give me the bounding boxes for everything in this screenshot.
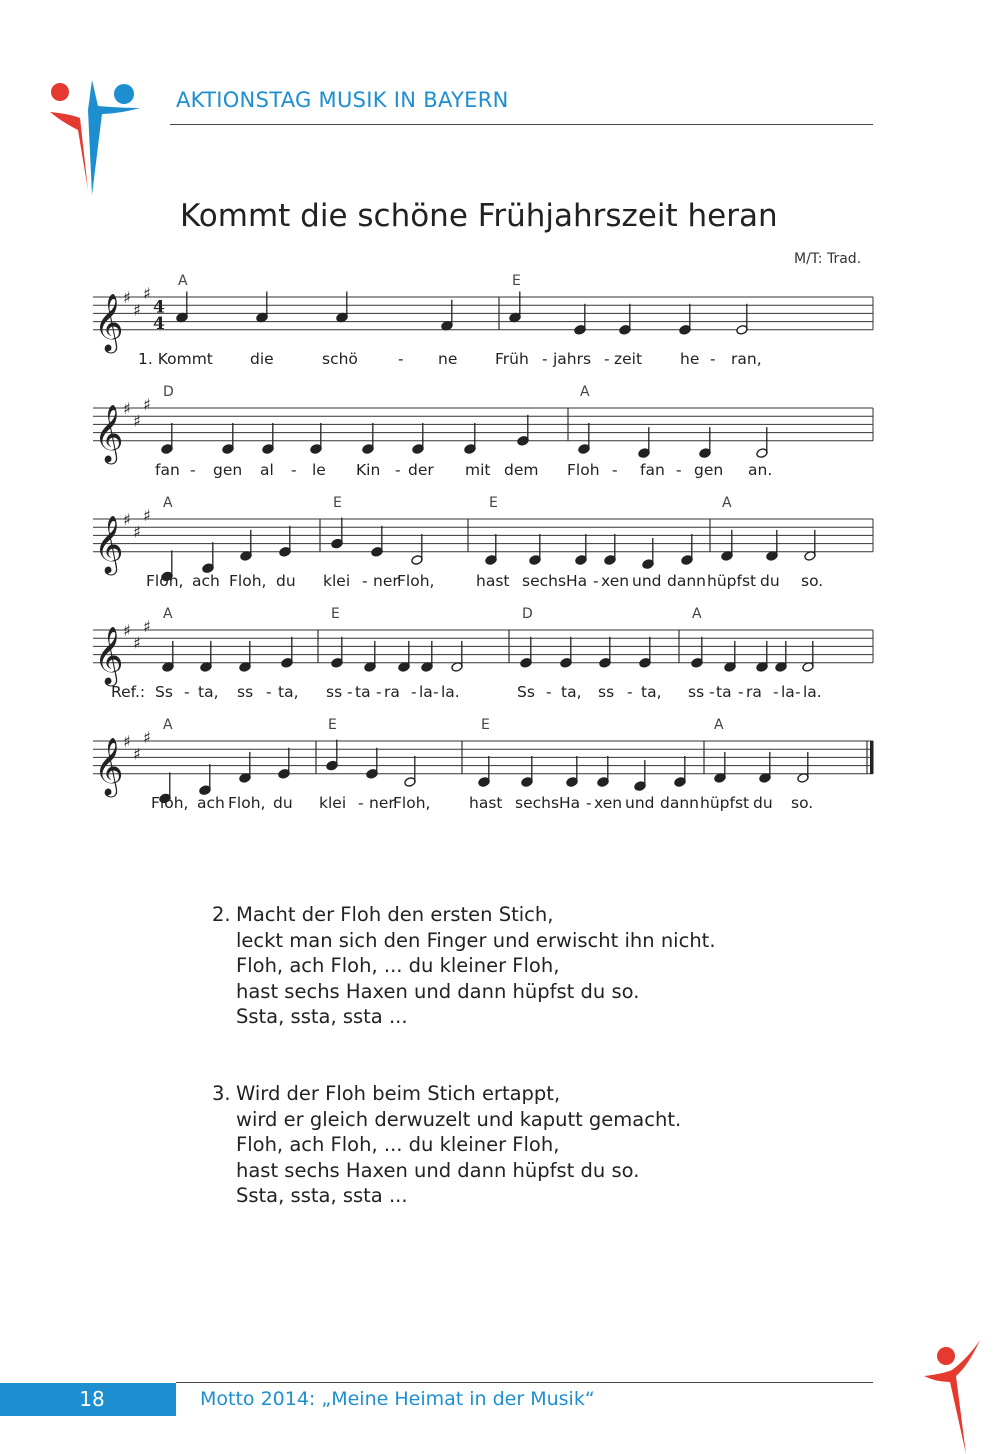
lyric-syllable: fan: [155, 460, 180, 479]
lyric-syllable: Ha: [559, 793, 581, 812]
sharp-icon: ♯: [123, 732, 131, 751]
lyric-syllable: al: [260, 460, 274, 479]
lyric-syllable: -: [586, 793, 592, 812]
lyric-syllable: du: [760, 571, 780, 590]
chord-symbol: A: [163, 495, 173, 511]
chord-symbol: A: [163, 606, 173, 622]
verse-line: Floh, ach Floh, ... du kleiner Floh,: [236, 1133, 560, 1157]
lyric-syllable: ta: [355, 682, 371, 701]
sharp-icon: ♯: [133, 300, 141, 320]
lyric-syllable: die: [250, 349, 274, 368]
lyric-syllable: sechs: [515, 793, 560, 812]
lyric-syllable: -: [266, 682, 272, 701]
lyric-syllable: gen: [694, 460, 724, 479]
lyric-syllable: klei: [319, 793, 347, 812]
lyric-syllable: hüpfst: [700, 793, 750, 812]
lyric-syllable: -: [546, 682, 552, 701]
lyric-syllable: -: [433, 682, 439, 701]
treble-clef-icon: 𝄞: [94, 514, 124, 573]
verse-2: [212, 902, 716, 1030]
chord-symbol: A: [692, 606, 702, 622]
lyric-syllable: -: [593, 571, 599, 590]
lyric-syllable: ner: [369, 793, 395, 812]
treble-clef-icon: 𝄞: [94, 403, 124, 462]
lyric-syllable: ta,: [561, 682, 582, 701]
lyric-syllable: -: [542, 349, 548, 368]
treble-clef-icon: 𝄞: [94, 292, 124, 351]
lyric-syllable: so.: [801, 571, 824, 590]
lyric-syllable: -: [184, 682, 190, 701]
chord-symbol: A: [163, 717, 173, 733]
lyric-syllable: -: [411, 682, 417, 701]
chord-symbol: E: [512, 273, 521, 289]
lyric-syllable: hast: [476, 571, 510, 590]
lyric-syllable: -: [709, 682, 715, 701]
lyric-syllable: ta: [716, 682, 732, 701]
chord-symbol: E: [481, 717, 490, 733]
verse-line: Ssta, ssta, ssta ...: [236, 1005, 408, 1029]
lyric-syllable: Floh,: [146, 571, 184, 590]
lyric-syllable: la.: [803, 682, 822, 701]
lyric-syllable: schö: [322, 349, 358, 368]
lyric-syllable: hast: [469, 793, 503, 812]
lyric-syllable: ran,: [731, 349, 762, 368]
lyric-syllable: Floh,: [228, 793, 266, 812]
lyric-syllable: xen: [601, 571, 630, 590]
lyric-syllable: ra: [384, 682, 400, 701]
lyric-syllable: der: [408, 460, 434, 479]
lyric-syllable: an.: [748, 460, 773, 479]
final-barline-thick: [870, 741, 874, 774]
lyric-syllable: mit: [465, 460, 491, 479]
lyric-syllable: Früh: [495, 349, 529, 368]
verse-line: Floh, ach Floh, ... du kleiner Floh,: [236, 954, 560, 978]
treble-clef-icon: 𝄞: [94, 625, 124, 684]
sharp-icon: ♯: [143, 283, 151, 303]
chord-symbol: D: [163, 384, 174, 400]
lyric-syllable: sechs: [522, 571, 567, 590]
lyric-syllable: Ss: [155, 682, 173, 701]
lyric-syllable: ss: [688, 682, 705, 701]
lyric-syllable: dem: [504, 460, 539, 479]
chord-symbol: A: [580, 384, 590, 400]
song-credit: M/T: Trad.: [794, 251, 862, 267]
lyric-syllable: -: [604, 349, 610, 368]
lyric-syllable: -: [627, 682, 633, 701]
lyric-syllable: ta,: [641, 682, 662, 701]
lyric-syllable: ne: [438, 349, 458, 368]
lyric-syllable: ach: [197, 793, 225, 812]
lyric-syllable: Ref.:: [111, 682, 146, 701]
lyric-syllable: ach: [192, 571, 220, 590]
verse-line: hast sechs Haxen und dann hüpfst du so.: [236, 1158, 640, 1182]
lyric-syllable: -: [291, 460, 297, 479]
chord-symbol: A: [714, 717, 724, 733]
sharp-icon: ♯: [143, 505, 151, 525]
lyric-syllable: he: [680, 349, 700, 368]
lyric-syllable: -: [362, 571, 368, 590]
lyric-syllable: -: [710, 349, 716, 368]
sharp-icon: ♯: [123, 399, 131, 418]
verse-line: leckt man sich den Finger und erwischt ihn nicht.: [236, 928, 716, 952]
lyric-syllable: Floh,: [393, 793, 431, 812]
chord-symbol: E: [331, 606, 340, 622]
aktionstag-figure-logo: [920, 1340, 1000, 1454]
lyric-syllable: ss: [598, 682, 615, 701]
lyric-syllable: la.: [441, 682, 460, 701]
lyric-syllable: -: [190, 460, 196, 479]
lyric-syllable: und: [632, 571, 662, 590]
lyric-syllable: -: [612, 460, 618, 479]
page-number: 18: [79, 1387, 105, 1411]
lyric-syllable: ta,: [278, 682, 299, 701]
verse-line: wird er gleich derwuzelt und kaputt gemacht.: [236, 1107, 682, 1131]
footer-motto: Motto 2014: „Meine Heimat in der Musik“: [200, 1388, 595, 1410]
lyric-syllable: Ss: [517, 682, 535, 701]
lyric-syllable: ss: [326, 682, 343, 701]
lyric-syllable: xen: [594, 793, 623, 812]
sharp-icon: ♯: [143, 616, 151, 636]
lyric-syllable: du: [276, 571, 296, 590]
chord-symbol: E: [328, 717, 337, 733]
header-title: AKTIONSTAG MUSIK IN BAYERN: [176, 88, 509, 112]
lyric-syllable: -: [773, 682, 779, 701]
lyric-syllable: -: [738, 682, 744, 701]
chord-symbol: A: [178, 273, 188, 289]
lyric-syllable: Kin: [356, 460, 381, 479]
lyric-syllable: Floh,: [151, 793, 189, 812]
song-title: Kommt die schöne Frühjahrszeit heran: [180, 198, 778, 234]
lyric-syllable: jahrs: [553, 349, 592, 368]
sharp-icon: ♯: [123, 510, 131, 529]
lyric-syllable: dann: [660, 793, 699, 812]
lyric-syllable: -: [358, 793, 364, 812]
chord-symbol: A: [722, 495, 732, 511]
lyric-syllable: hüpfst: [707, 571, 757, 590]
lyric-syllable: du: [753, 793, 773, 812]
chord-symbol: D: [522, 606, 533, 622]
lyric-syllable: -: [395, 460, 401, 479]
lyric-syllable: so.: [791, 793, 814, 812]
sharp-icon: ♯: [143, 727, 151, 747]
lyric-syllable: -: [376, 682, 382, 701]
lyric-syllable: le: [312, 460, 326, 479]
footer-divider: [176, 1382, 873, 1383]
verse-line: Wird der Floh beim Stich ertappt,: [236, 1082, 561, 1105]
lyric-syllable: 1. Kommt: [138, 349, 213, 368]
lyric-syllable: -: [795, 682, 801, 701]
lyric-syllable: -: [676, 460, 682, 479]
verse-number: 3.: [212, 1082, 231, 1105]
sharp-icon: ♯: [133, 633, 141, 653]
verse-line: Macht der Floh den ersten Stich,: [236, 903, 554, 926]
lyric-syllable: dann: [667, 571, 706, 590]
lyric-syllable: la: [419, 682, 433, 701]
lyric-syllable: -: [398, 349, 404, 368]
lyric-syllable: ra: [746, 682, 762, 701]
chord-symbol: E: [333, 495, 342, 511]
lyric-syllable: du: [273, 793, 293, 812]
time-signature-numerator: 4: [153, 297, 165, 318]
lyric-syllable: Floh: [567, 460, 600, 479]
lyric-syllable: zeit: [614, 349, 643, 368]
lyric-syllable: la: [781, 682, 795, 701]
lyric-syllable: ta,: [198, 682, 219, 701]
sharp-icon: ♯: [143, 394, 151, 414]
lyric-syllable: gen: [213, 460, 243, 479]
sharp-icon: ♯: [133, 411, 141, 431]
sharp-icon: ♯: [123, 288, 131, 307]
lyric-syllable: klei: [323, 571, 351, 590]
treble-clef-icon: 𝄞: [94, 736, 124, 795]
sharp-icon: ♯: [133, 744, 141, 764]
lyric-syllable: Floh,: [229, 571, 267, 590]
verse-3: [212, 1081, 681, 1209]
lyric-syllable: ss: [237, 682, 254, 701]
sharp-icon: ♯: [133, 522, 141, 542]
sharp-icon: ♯: [123, 621, 131, 640]
lyric-syllable: Ha: [566, 571, 588, 590]
lyric-syllable: Floh,: [397, 571, 435, 590]
time-signature-denominator: 4: [153, 313, 165, 334]
chord-symbol: E: [489, 495, 498, 511]
lyric-syllable: fan: [640, 460, 665, 479]
lyric-syllable: und: [625, 793, 655, 812]
lyric-syllable: ner: [373, 571, 399, 590]
lyric-syllable: -: [347, 682, 353, 701]
verse-number: 2.: [212, 903, 231, 926]
verse-line: hast sechs Haxen und dann hüpfst du so.: [236, 979, 640, 1003]
verse-line: Ssta, ssta, ssta ...: [236, 1184, 408, 1208]
